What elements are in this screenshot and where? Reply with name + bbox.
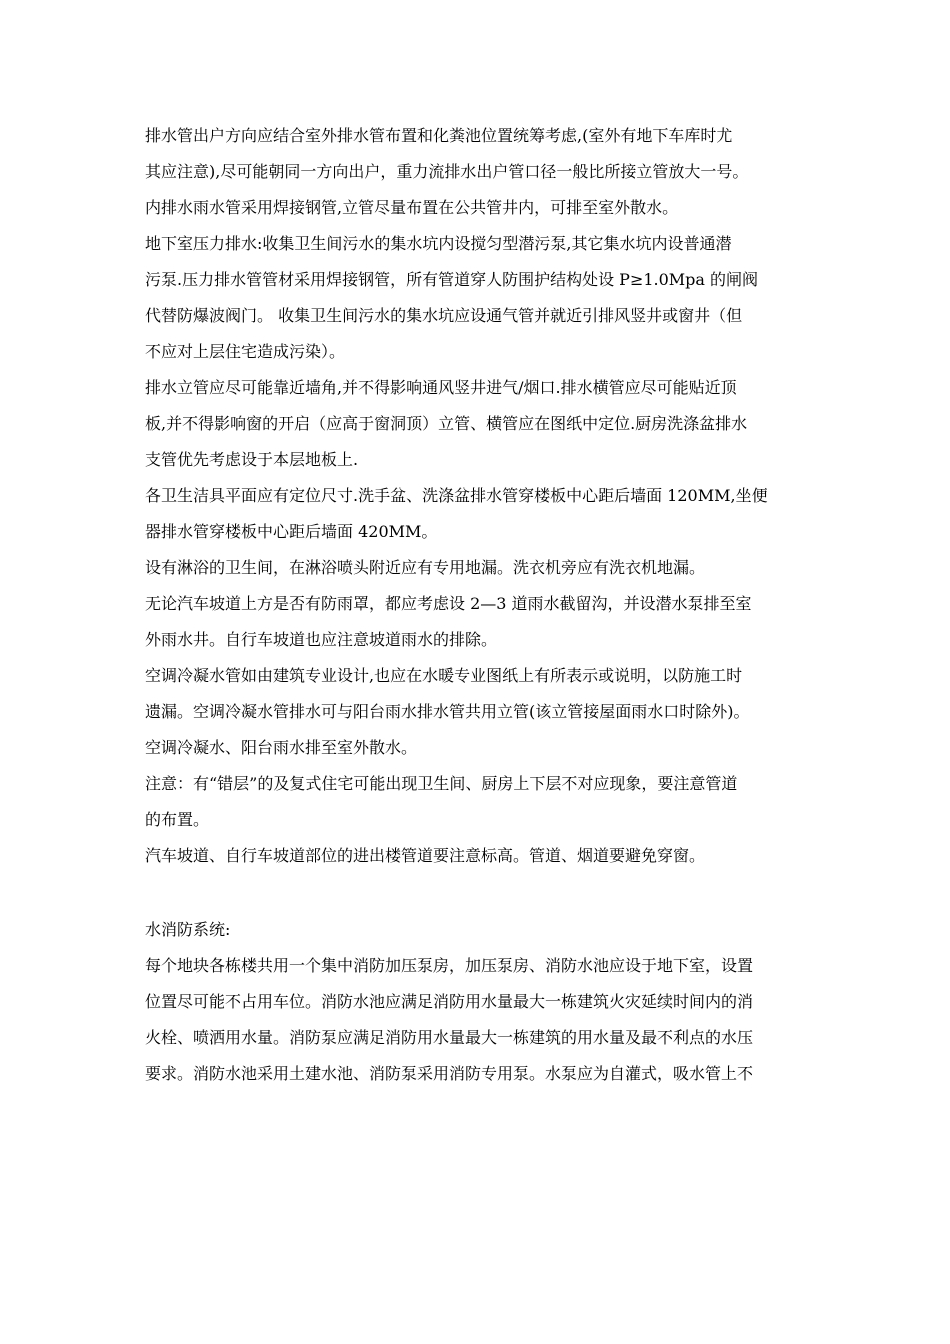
text-line: 每个地块各栋楼共用一个集中消防加压泵房，加压泵房、消防水池应设于地下室，设置	[145, 956, 754, 975]
text-line: 器排水管穿楼板中心距后墙面 420MM。	[145, 522, 438, 541]
text-line: 遗漏。空调冷凝水管排水可与阳台雨水排水管共用立管(该立管接屋面雨水口时除外)。	[145, 702, 750, 721]
text-line: 不应对上层住宅造成污染）。	[145, 342, 346, 361]
text-line: 注意：有“错层”的及复式住宅可能出现卫生间、厨房上下层不对应现象，要注意管道	[145, 774, 738, 793]
text-line: 排水立管应尽可能靠近墙角,并不得影响通风竖井进气/烟口.排水横管应尽可能贴近顶	[145, 378, 737, 397]
section-heading: 水消防系统:	[145, 920, 231, 939]
text-line: 其应注意),尽可能朝同一方向出户，重力流排水出户管口径一般比所接立管放大一号。	[145, 162, 749, 181]
text-line: 的布置。	[145, 810, 210, 829]
text-line: 位置尽可能不占用车位。消防水池应满足消防用水量最大一栋建筑火灾延续时间内的消	[145, 992, 754, 1011]
text-line: 污泵.压力排水管管材采用焊接钢管，所有管道穿人防围护结构处设 P≥1.0Mpa 的闸阀	[145, 270, 759, 289]
text-line: 内排水雨水管采用焊接钢管,立管尽量布置在公共管井内，可排至室外散水。	[145, 198, 679, 217]
text-line: 各卫生洁具平面应有定位尺寸.洗手盆、洗涤盆排水管穿楼板中心距后墙面 120MM,坐便	[145, 486, 768, 505]
text-line: 排水管出户方向应结合室外排水管布置和化粪池位置统筹考虑,(室外有地下车库时尤	[145, 126, 733, 145]
document-body	[145, 118, 810, 1092]
text-line: 支管优先考虑设于本层地板上.	[145, 450, 359, 469]
paragraph-gap	[145, 874, 810, 912]
text-line: 无论汽车坡道上方是否有防雨罩，都应考虑设 2—3 道雨水截留沟，并设潜水泵排至室	[145, 594, 752, 613]
text-line: 火栓、喷洒用水量。消防泵应满足消防用水量最大一栋建筑的用水量及最不利点的水压	[145, 1028, 754, 1047]
text-line: 外雨水井。自行车坡道也应注意坡道雨水的排除。	[145, 630, 498, 649]
text-line: 要求。消防水池采用土建水池、消防泵采用消防专用泵。水泵应为自灌式，吸水管上不	[145, 1064, 754, 1083]
text-line: 设有淋浴的卫生间，在淋浴喷头附近应有专用地漏。洗衣机旁应有洗衣机地漏。	[145, 558, 706, 577]
text-line: 代替防爆波阀门。 收集卫生间污水的集水坑应设通气管并就近引排风竖井或窗井（但	[145, 306, 743, 325]
text-line: 汽车坡道、自行车坡道部位的进出楼管道要注意标高。管道、烟道要避免穿窗。	[145, 846, 706, 865]
text-line: 板,并不得影响窗的开启（应高于窗洞顶）立管、横管应在图纸中定位.厨房洗涤盆排水	[145, 414, 748, 433]
text-line: 空调冷凝水、阳台雨水排至室外散水。	[145, 738, 418, 757]
text-line: 地下室压力排水:收集卫生间污水的集水坑内设搅匀型潜污泵,其它集水坑内设普通潜	[145, 234, 732, 253]
text-line: 空调冷凝水管如由建筑专业设计,也应在水暖专业图纸上有所表示或说明，以防施工时	[145, 666, 743, 685]
